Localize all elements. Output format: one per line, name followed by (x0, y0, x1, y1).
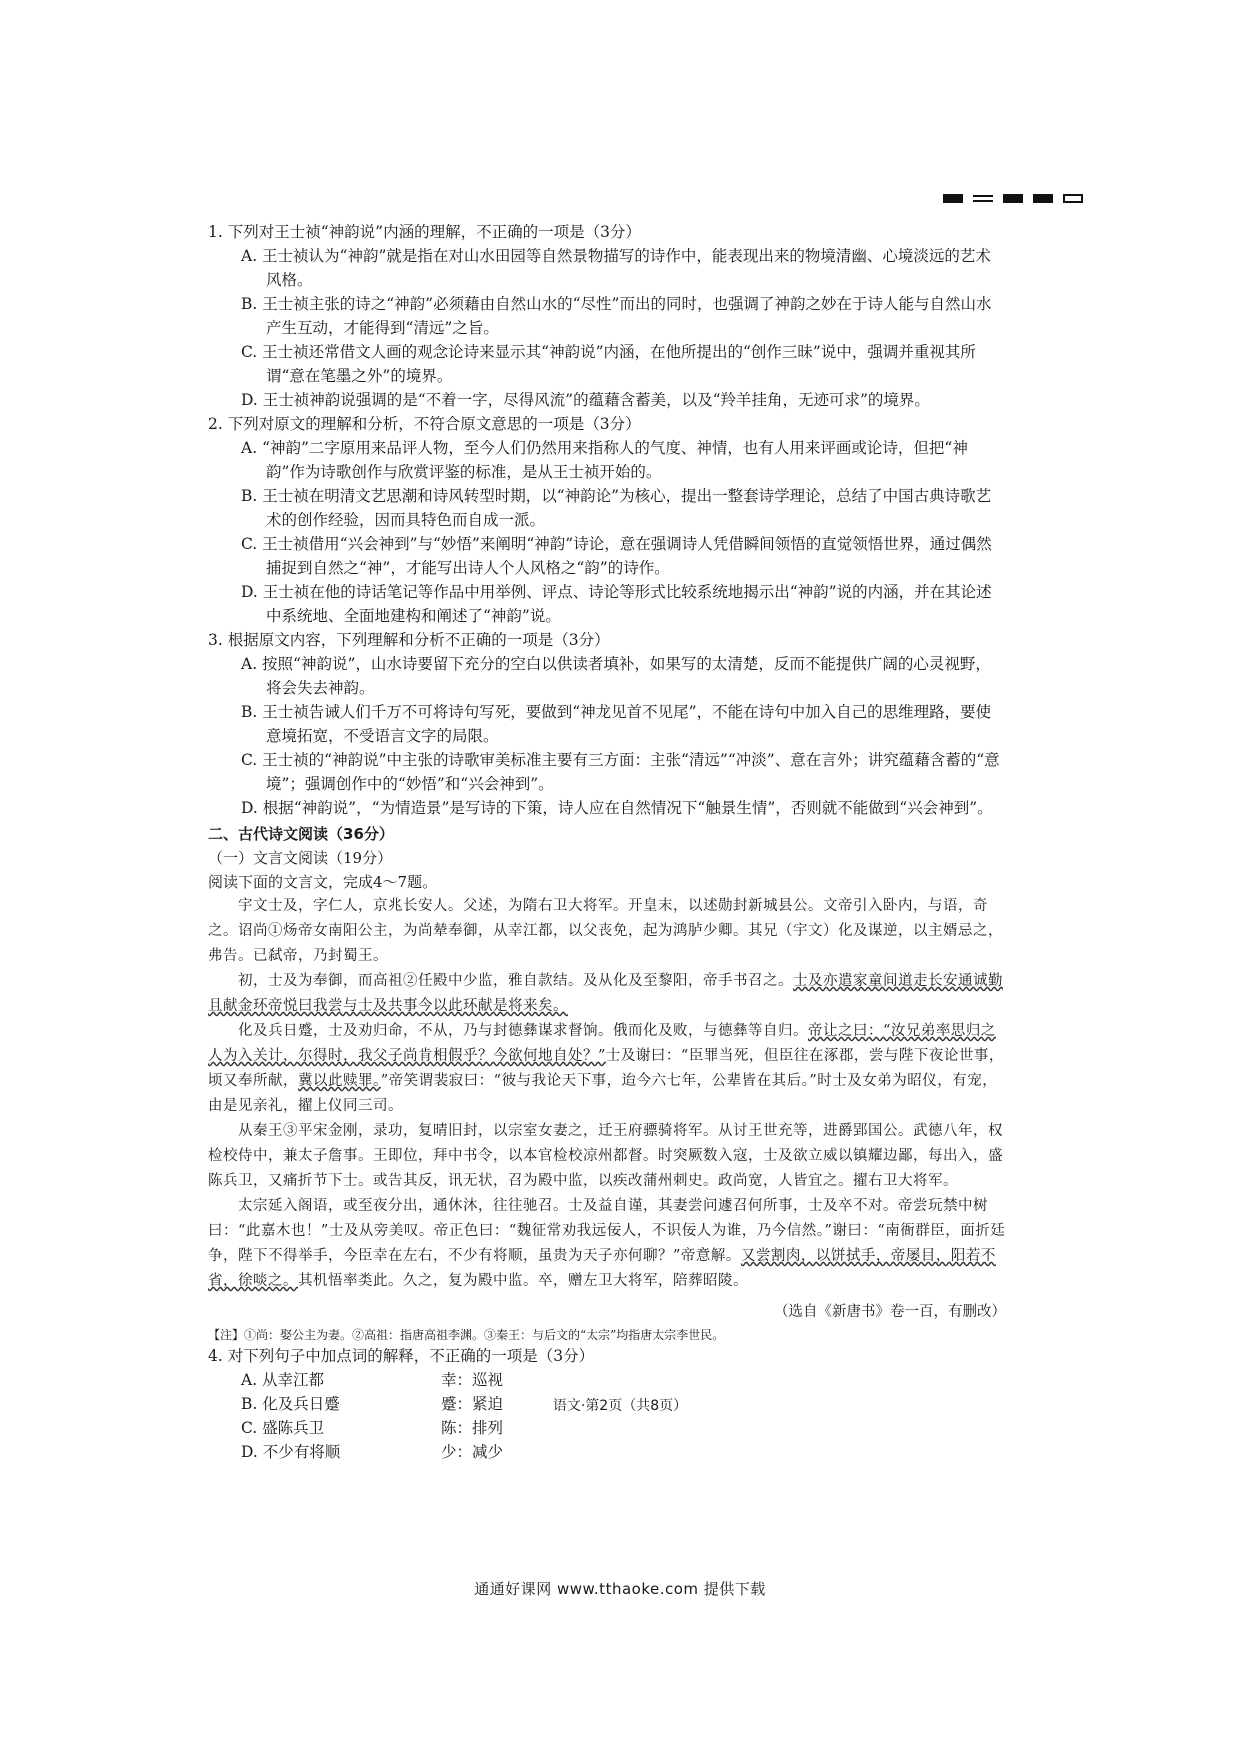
q4-gloss: 蹙：紧迫 (441, 1395, 504, 1413)
question-4-stem: 4. 对下列句子中加点词的解释，不正确的一项是（3分） (208, 1347, 595, 1365)
q1-option-d: D. 王士祯神韵说强调的是“不着一字，尽得风流”的蕴藉含蓄美，以及“羚羊挂角，无迹可求”的境界。 (241, 391, 930, 409)
question-1-stem: 1. 下列对王士祯“神韵说”内涵的理解，不正确的一项是（3分） (208, 223, 641, 241)
passage-paragraph: 宇文士及，字仁人，京兆长安人。父述，为隋右卫大将军。开皇末，以述勋封新城县公。文帝引入卧内，与语，奇之。诏尚①炀帝女南阳公主，为尚辇奉御，从幸江都，以父丧免，起为鸿胪少卿。其兄（宇文）化及谋逆，以主婿忌之，弗告。已弑帝，乃封蜀王。 (208, 898, 1003, 964)
exam-content (208, 220, 1006, 1464)
q4-option-c (208, 1416, 1006, 1440)
q4-option-a (208, 1368, 1006, 1392)
q4-phrase: A. 从幸江都 (241, 1371, 325, 1389)
underlined-sentence: 又尝割肉，以饼拭手，帝屡目，阳若不省，徐啖之。 (208, 1248, 996, 1289)
underlined-sentence: 帝让之曰：“汝兄弟率思归之人为入关计，尔得时，我父子尚肯相假乎？今欲何地自处？” (208, 1023, 996, 1064)
question-3-stem: 3. 根据原文内容，下列理解和分析不正确的一项是（3分） (208, 631, 610, 649)
passage-text: 太宗延入阁语，或至夜分出，通休沐，往往驰召。士及益自谨，其妻尝问遽召何所事，士及卒不对。帝尝玩禁中树曰：“此嘉木也！”士及从旁美叹。帝正色曰：“魏征常劝我远佞人，不识佞人为谁，乃今信然。”谢曰：“南衙群臣，面折廷争，陛下不得举手，今臣幸在左右，不少有将顺，虽贵为天子亦何聊？”帝意解。 (208, 1198, 1006, 1264)
passage-text: 其机悟率类此。久之，复为殿中监。卒，赠左卫大将军，陪葬昭陵。 (298, 1273, 748, 1289)
question-2-stem: 2. 下列对原文的理解和分析，不符合原文意思的一项是（3分） (208, 415, 641, 433)
passage-text: 化及兵日蹙，士及劝归命，不从，乃与封德彝谋求督饷。俄而化及败，与德彝等自归。 (238, 1023, 808, 1039)
q2-option-d: D. 王士祯在他的诗话笔记等作品中用举例、评点、诗论等形式比较系统地揭示出“神韵”说的内涵，并在其论述中系统地、全面地建构和阐述了“神韵”说。 (241, 583, 992, 625)
passage-text: 初，士及为奉御，而高祖②任殿中少监，雅自款结。及从化及至黎阳，帝手书召之。 (238, 973, 793, 989)
q4-gloss: 陈：排列 (441, 1419, 504, 1437)
passage-paragraph (208, 1194, 1006, 1294)
q1-option-a: A. 王士祯认为“神韵”就是指在对山水田园等自然景物描写的诗作中，能表现出来的物境清幽、心境淡远的艺术风格。 (241, 247, 991, 289)
q2-option-b: B. 王士祯在明清文艺思潮和诗风转型时期，以“神韵论”为核心，提出一整套诗学理论，总结了中国古典诗歌艺术的创作经验，因而具特色而自成一派。 (241, 487, 992, 529)
q4-phrase: B. 化及兵日蹙 (241, 1395, 340, 1413)
print-mark (1033, 194, 1053, 203)
passage-text: ”帝笑谓裴寂曰：“彼与我论天下事，迨今六七年，公辈皆在其后。”时士及女弟为昭仪，有宠，由是见亲礼，擢上仪同三司。 (208, 1073, 998, 1114)
download-footer: 通通好课网 www.tthaoke.com 提供下载 (474, 1580, 766, 1598)
underlined-sentence: 士及亦遣家童间道走长安通诚勤且献金环帝悦曰我尝与士及共事今以此环献是将来矣。 (208, 973, 1003, 1014)
print-mark (1063, 194, 1083, 203)
passage-source: （选自《新唐书》卷一百，有删改） (774, 1304, 1006, 1320)
reading-instruction: 阅读下面的文言文，完成4～7题。 (208, 873, 438, 891)
q1-option-b: B. 王士祯主张的诗之“神韵”必须藉由自然山水的“尽性”而出的同时，也强调了神韵之妙在于诗人能与自然山水产生互动，才能得到“清远”之旨。 (241, 295, 992, 337)
q3-option-c: C. 王士祯的“神韵说”中主张的诗歌审美标准主要有三方面：主张“清远”“冲淡”、意在言外；讲究蕴藉含蓄的“意境”；强调创作中的“妙悟”和“兴会神到”。 (241, 751, 1000, 793)
q2-option-a: A. “神韵”二字原用来品评人物，至今人们仍然用来指称人的气度、神情，也有人用来评画或论诗，但把“神韵”作为诗歌创作与欣赏评鉴的标准，是从王士祯开始的。 (241, 439, 968, 481)
passage-paragraph (208, 1019, 1006, 1119)
print-mark (973, 195, 993, 202)
q3-option-d: D. 根据“神韵说”，“为情造景”是写诗的下策，诗人应在自然情况下“触景生情”，否则就不能做到“兴会神到”。 (241, 799, 993, 817)
print-marks (943, 194, 1083, 203)
q3-option-a: A. 按照“神韵说”，山水诗要留下充分的空白以供读者填补，如果写的太清楚，反而不能提供广阔的心灵视野，将会失去神韵。 (241, 655, 991, 697)
q4-gloss: 少：减少 (441, 1443, 504, 1461)
q4-option-d (208, 1440, 1006, 1464)
passage-text: 士及谢曰：“臣罪当死，但臣往在涿郡，尝与陛下夜论世事，顷又奉所献， (208, 1048, 1004, 1089)
print-mark (943, 194, 963, 203)
subsection-title: （一）文言文阅读（19分） (208, 849, 393, 867)
passage-paragraph: 从秦王③平宋金刚，录功，复晴旧封，以宗室女妻之，迁王府骠骑将军。从讨王世充等，进爵郢国公。武德八年，权检校侍中，兼太子詹事。王即位，拜中书令，以本官检校凉州都督。时突厥数入寇，士及欲立威以镇耀边鄙，每出入，盛陈兵卫，又痛折节下士。或告其反，讯无状，召为殿中监，以疾改蒲州刺史。政尚宽，人皆宜之。擢右卫大将军。 (208, 1123, 1003, 1189)
section-title: 二、古代诗文阅读（36分） (208, 825, 394, 843)
q3-option-b: B. 王士祯告诫人们千万不可将诗句写死，要做到“神龙见首不见尾”，不能在诗句中加入自己的思维理路，要使意境拓宽，不受语言文字的局限。 (241, 703, 992, 745)
q4-gloss: 幸：巡视 (441, 1371, 504, 1389)
footnote: 【注】①尚：娶公主为妻。②高祖：指唐高祖李渊。③秦王：与后文的“太宗”均指唐太宗李世民。 (208, 1328, 725, 1342)
q2-option-c: C. 王士祯借用“兴会神到”与“妙悟”来阐明“神韵”诗论，意在强调诗人凭借瞬间领悟的直觉领悟世界，通过偶然捕捉到自然之“神”，才能写出诗人个人风格之“韵”的诗作。 (241, 535, 992, 577)
underlined-sentence: 冀以此赎罪。 (298, 1073, 381, 1089)
passage-paragraph (208, 969, 1006, 1019)
print-mark (1003, 194, 1023, 203)
q4-phrase: D. 不少有将顺 (241, 1443, 341, 1461)
q1-option-c: C. 王士祯还常借文人画的观念论诗来显示其“神韵说”内涵，在他所提出的“创作三昧”说中，强调并重视其所谓“意在笔墨之外”的境界。 (241, 343, 976, 385)
page-number: 语文·第2页（共8页） (552, 1398, 688, 1414)
q4-phrase: C. 盛陈兵卫 (241, 1419, 325, 1437)
